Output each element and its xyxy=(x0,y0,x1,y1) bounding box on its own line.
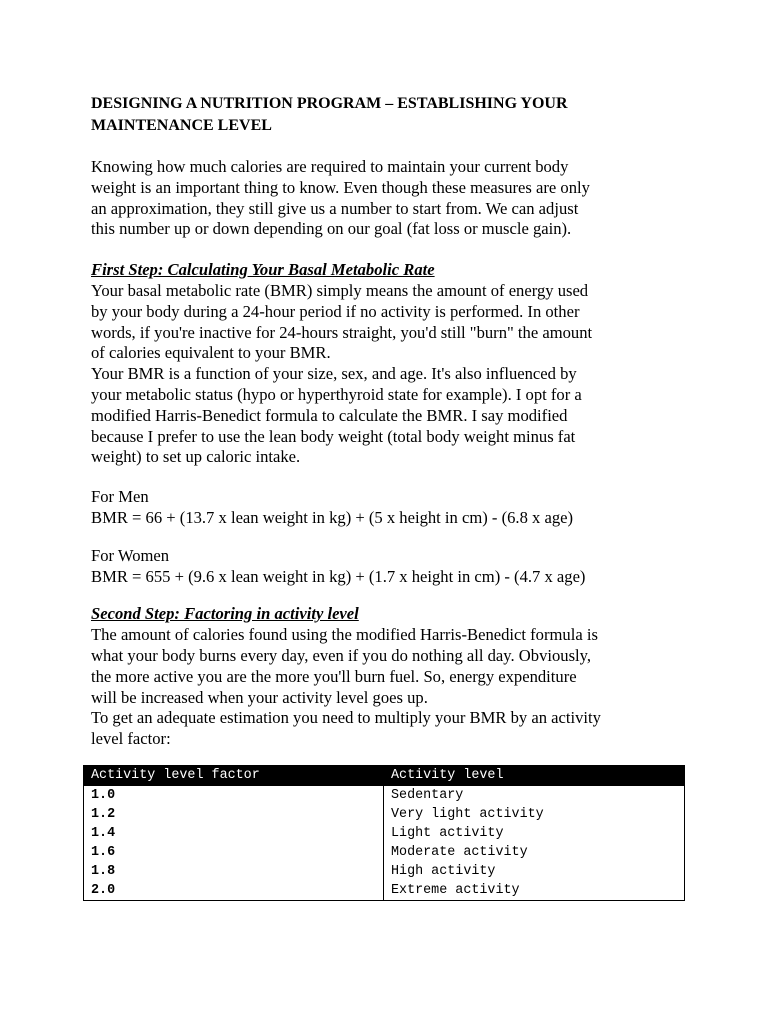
text-line: will be increased when your activity level goes up. xyxy=(91,687,428,707)
text-line: Your BMR is a function of your size, sex, and age. It's also influenced by xyxy=(91,364,577,384)
step2-paragraph xyxy=(91,625,691,750)
factor-cell: 2.0 xyxy=(84,881,384,901)
document-title xyxy=(91,93,691,137)
activity-factor-table xyxy=(83,765,685,901)
activity-cell: Moderate activity xyxy=(384,843,685,862)
text-line: To get an adequate estimation you need to multiply your BMR by an activity xyxy=(91,708,601,728)
text-line: Your basal metabolic rate (BMR) simply means the amount of energy used xyxy=(91,280,589,300)
text-line: this number up or down depending on our goal (fat loss or muscle gain). xyxy=(91,219,572,239)
table-row xyxy=(84,881,685,901)
text-line: of calories equivalent to your BMR. xyxy=(91,343,331,363)
table-row xyxy=(84,862,685,881)
factor-cell: 1.4 xyxy=(84,824,384,843)
text-line: weight) to set up caloric intake. xyxy=(91,447,301,467)
text-line: weight is an important thing to know. Even though these measures are only xyxy=(91,177,590,197)
text-line: words, if you're inactive for 24-hours straight, you'd still "burn" the amount xyxy=(91,322,593,342)
activity-cell: Light activity xyxy=(384,824,685,843)
text-line: The amount of calories found using the modified Harris-Benedict formula is xyxy=(91,625,598,645)
text-line: an approximation, they still give us a number to start from. We can adjust xyxy=(91,198,579,218)
factor-cell: 1.0 xyxy=(84,786,384,806)
text-line: level factor: xyxy=(91,729,171,749)
activity-cell: Sedentary xyxy=(384,786,685,806)
step1-heading: First Step: Calculating Your Basal Metabolic Rate xyxy=(91,260,435,280)
table-row xyxy=(84,786,685,806)
text-line: Knowing how much calories are required to maintain your current body xyxy=(91,157,569,176)
table-header-row xyxy=(84,766,685,786)
text-line: the more active you are the more you'll burn fuel. So, energy expenditure xyxy=(91,666,577,686)
men-formula: BMR = 66 + (13.7 x lean weight in kg) + (5 x height in cm) - (6.8 x age) xyxy=(91,507,574,527)
women-formula: BMR = 655 + (9.6 x lean weight in kg) + (1.7 x height in cm) - (4.7 x age) xyxy=(91,566,586,586)
table-row xyxy=(84,824,685,843)
men-label: For Men xyxy=(91,487,149,507)
step1-paragraph xyxy=(91,281,691,468)
text-line: modified Harris-Benedict formula to calculate the BMR. I say modified xyxy=(91,405,568,425)
step2-heading: Second Step: Factoring in activity level xyxy=(91,604,359,624)
title-line: DESIGNING A NUTRITION PROGRAM – ESTABLISHING YOUR xyxy=(91,95,568,112)
title-line: MAINTENANCE LEVEL xyxy=(91,117,272,134)
men-formula-block xyxy=(91,487,691,529)
table-row xyxy=(84,805,685,824)
text-line: your metabolic status (hypo or hyperthyroid state for example). I opt for a xyxy=(91,384,582,404)
activity-cell: Extreme activity xyxy=(384,881,685,901)
text-line: because I prefer to use the lean body weight (total body weight minus fat xyxy=(91,426,576,446)
factor-cell: 1.8 xyxy=(84,862,384,881)
table-row xyxy=(84,843,685,862)
document-page xyxy=(91,93,691,750)
header-activity-level: Activity level xyxy=(384,766,685,786)
factor-cell: 1.6 xyxy=(84,843,384,862)
activity-cell: Very light activity xyxy=(384,805,685,824)
women-label: For Women xyxy=(91,545,170,565)
text-line: what your body burns every day, even if you do nothing all day. Obviously, xyxy=(91,645,592,665)
women-formula-block xyxy=(91,546,691,588)
header-activity-level-factor: Activity level factor xyxy=(84,766,384,786)
text-line: by your body during a 24-hour period if no activity is performed. In other xyxy=(91,301,580,321)
intro-paragraph xyxy=(91,157,691,240)
factor-cell: 1.2 xyxy=(84,805,384,824)
activity-cell: High activity xyxy=(384,862,685,881)
